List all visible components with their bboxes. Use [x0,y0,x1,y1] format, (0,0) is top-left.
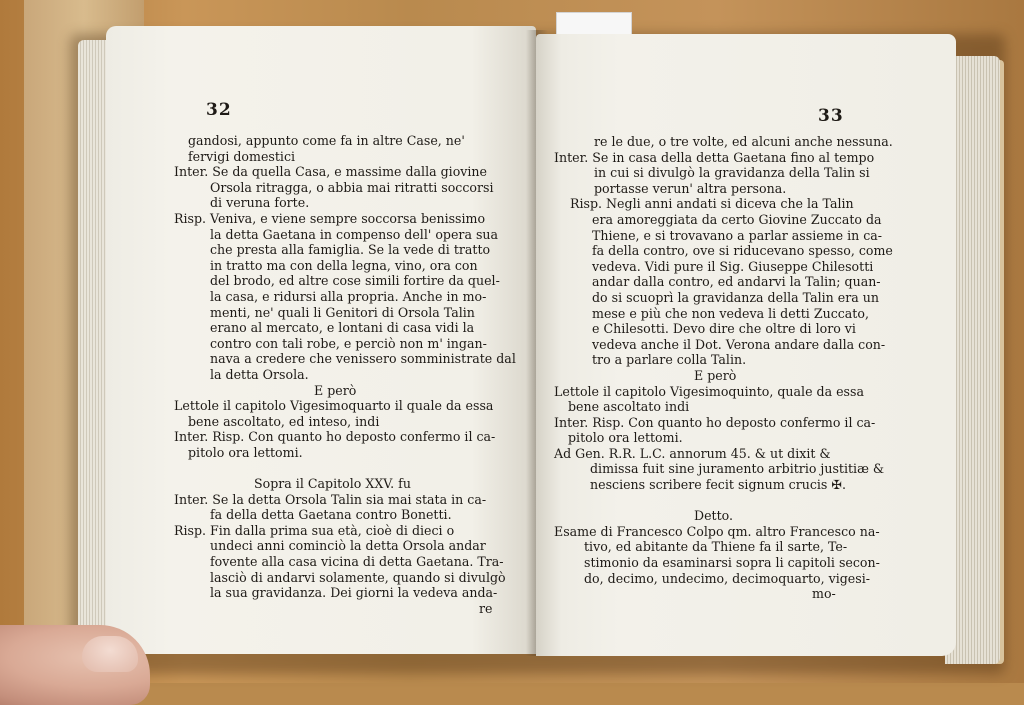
text-line: Inter. Se da quella Casa, e massime dalla giovine [174,164,487,180]
text-line: contro con tali robe, e perciò non m' ingan- [210,335,487,351]
text-line: E però [694,367,737,383]
text-line: vedeva. Vidi pure il Sig. Giuseppe Chilesotti [592,258,874,274]
text-line: fovente alla casa vicina di detta Gaetana. Tra- [210,554,504,570]
text-line: pitolo ora lettomi. [188,444,303,460]
text-line: bene ascoltato, ed inteso, indi [188,413,380,429]
left-page [106,26,536,654]
text-line: Thiene, e si trovavano a parlar assieme in ca- [592,227,883,243]
text-line: Inter. Se la detta Orsola Talin sia mai stata in ca- [174,491,487,507]
text-line: portasse verun' altra persona. [594,180,787,196]
text-line: tivo, ed abitante da Thiene fa il sarte, Te- [584,539,848,555]
text-line [174,460,516,476]
text-line: Risp. Fin dalla prima sua età, cioè di dieci o [174,522,455,538]
text-line: del brodo, ed altre cose simili fortire da quel- [210,273,500,289]
text-line: menti, ne' quali li Genitori di Orsola Talin [210,304,475,320]
text-line: re le due, o tre volte, ed alcuni anche nessuna. [594,134,893,149]
text-line: Inter. Risp. Con quanto ho deposto confermo il ca- [174,429,496,445]
text-line: Orsola ritragga, o abbia mai ritratti soccorsi [210,179,494,195]
text-line: undeci anni cominciò la detta Orsola andar [210,538,486,554]
text-line: andar dalla contro, ed andarvi la Talin; quan- [592,274,881,290]
right-page [536,34,956,656]
text-line: in tratto ma con della legna, vino, ora con [210,257,478,273]
text-line: pitolo ora lettomi. [568,430,683,446]
text-line: Inter. Se in casa della detta Gaetana fino al tempo [554,149,875,165]
text-line [554,493,893,509]
text-line: che presta alla famiglia. Se la vede di tratto [210,242,491,258]
text-line: la casa, e ridursi alla propria. Anche in mo- [210,288,487,304]
text-line: Esame di Francesco Colpo qm. altro Francesco na- [554,523,880,539]
text-line: fa della contro, ove si riducevano spesso, come [592,243,893,259]
text-line: Lettole il capitolo Vigesimoquinto, quale da essa [554,383,864,399]
text-line: bene ascoltato indi [568,399,690,415]
text-line: do si scuoprì la gravidanza della Talin era un [592,289,879,305]
text-line: nava a credere che venissero somministrate dal [210,351,516,367]
text-line: Lettole il capitolo Vigesimoquarto il quale da essa [174,398,494,414]
page-text [174,133,516,616]
text-line: gandosi, appunto come fa in altre Case, ne' [188,133,465,148]
text-line: re [479,600,493,616]
text-line: mo- [812,586,836,602]
text-line: fervigi domestici [188,148,296,164]
text-line: lasciò di andarvi solamente, quando si divulgò [210,569,506,585]
text-line: vedeva anche il Dot. Verona andare dalla con- [592,336,886,352]
text-line: di veruna forte. [210,195,310,211]
text-line: E però [314,382,357,398]
text-line: Risp. Negli anni andati si diceva che la Talin [570,196,854,212]
text-line: do, decimo, undecimo, decimoquarto, vigesi- [584,570,870,586]
text-line: Risp. Veniva, e viene sempre soccorsa benissimo [174,210,486,226]
text-line: era amoreggiata da certo Giovine Zuccato da [592,211,882,227]
text-line: tro a parlare colla Talin. [592,352,747,368]
text-line: in cui si divulgò la gravidanza della Talin si [594,165,870,181]
text-line: la sua gravidanza. Dei giorni la vedeva anda- [210,585,498,601]
text-line: e Chilesotti. Devo dire che oltre di loro vi [592,321,856,337]
thumbnail-nail [82,636,138,672]
text-line: fa della detta Gaetana contro Bonetti. [210,507,452,523]
text-line: la detta Gaetana in compenso dell' opera sua [210,226,499,242]
text-line: stimonio da esaminarsi sopra li capitoli secon- [584,555,880,571]
text-line: la detta Orsola. [210,366,309,382]
text-line: nesciens scribere fecit signum crucis ✠. [590,477,846,493]
page-number: 33 [818,106,844,126]
page-text [554,134,893,602]
text-line: Ad Gen. R.R. L.C. annorum 45. & ut dixit & [554,445,831,461]
text-line: Detto. [694,508,734,524]
text-line: mese e più che non vedeva li detti Zuccato, [592,305,869,321]
text-line: erano al mercato, e lontani di casa vidi la [210,320,475,336]
text-line: dimissa fuit sine juramento arbitrio justitiæ & [590,461,885,477]
text-line: Inter. Risp. Con quanto ho deposto confermo il ca- [554,414,876,430]
text-line: Sopra il Capitolo XXV. fu [254,476,411,492]
page-number: 32 [206,100,232,120]
